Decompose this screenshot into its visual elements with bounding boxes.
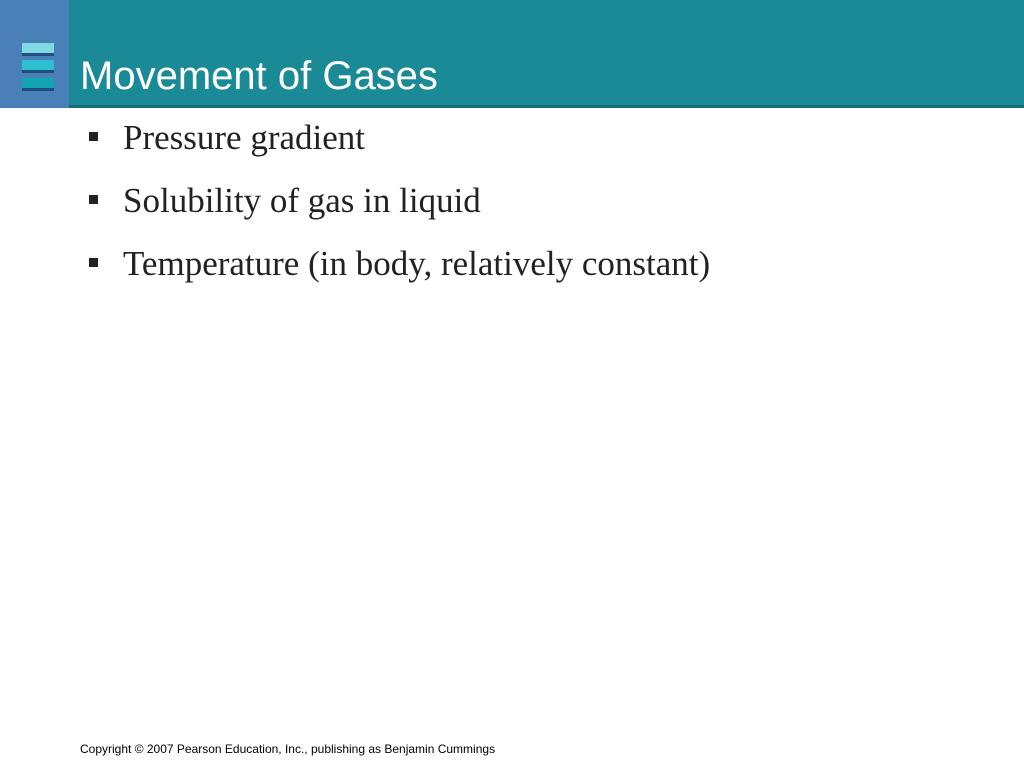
logo-stripe <box>22 60 54 70</box>
logo-stripe-shadow <box>22 53 54 56</box>
bullet-text: Solubility of gas in liquid <box>123 181 481 220</box>
logo-stripe <box>22 43 54 53</box>
copyright-footer: Copyright © 2007 Pearson Education, Inc., publishing as Benjamin Cummings <box>80 742 496 756</box>
logo-stripe-shadow <box>22 88 54 91</box>
bullet-item <box>86 179 710 242</box>
bullet-list <box>86 116 710 305</box>
bullet-text: Pressure gradient <box>123 118 366 157</box>
bullet-item <box>86 242 710 305</box>
square-bullet-icon <box>89 258 98 267</box>
bullet-text: Temperature (in body, relatively constant) <box>123 244 711 283</box>
logo-icon <box>0 0 69 108</box>
logo-stripe-shadow <box>22 70 54 73</box>
square-bullet-icon <box>89 195 98 204</box>
title-underline <box>0 105 1024 108</box>
square-bullet-icon <box>89 132 98 141</box>
bullet-item <box>86 116 710 179</box>
logo-stripe <box>22 78 54 88</box>
slide-title: Movement of Gases <box>80 54 438 98</box>
